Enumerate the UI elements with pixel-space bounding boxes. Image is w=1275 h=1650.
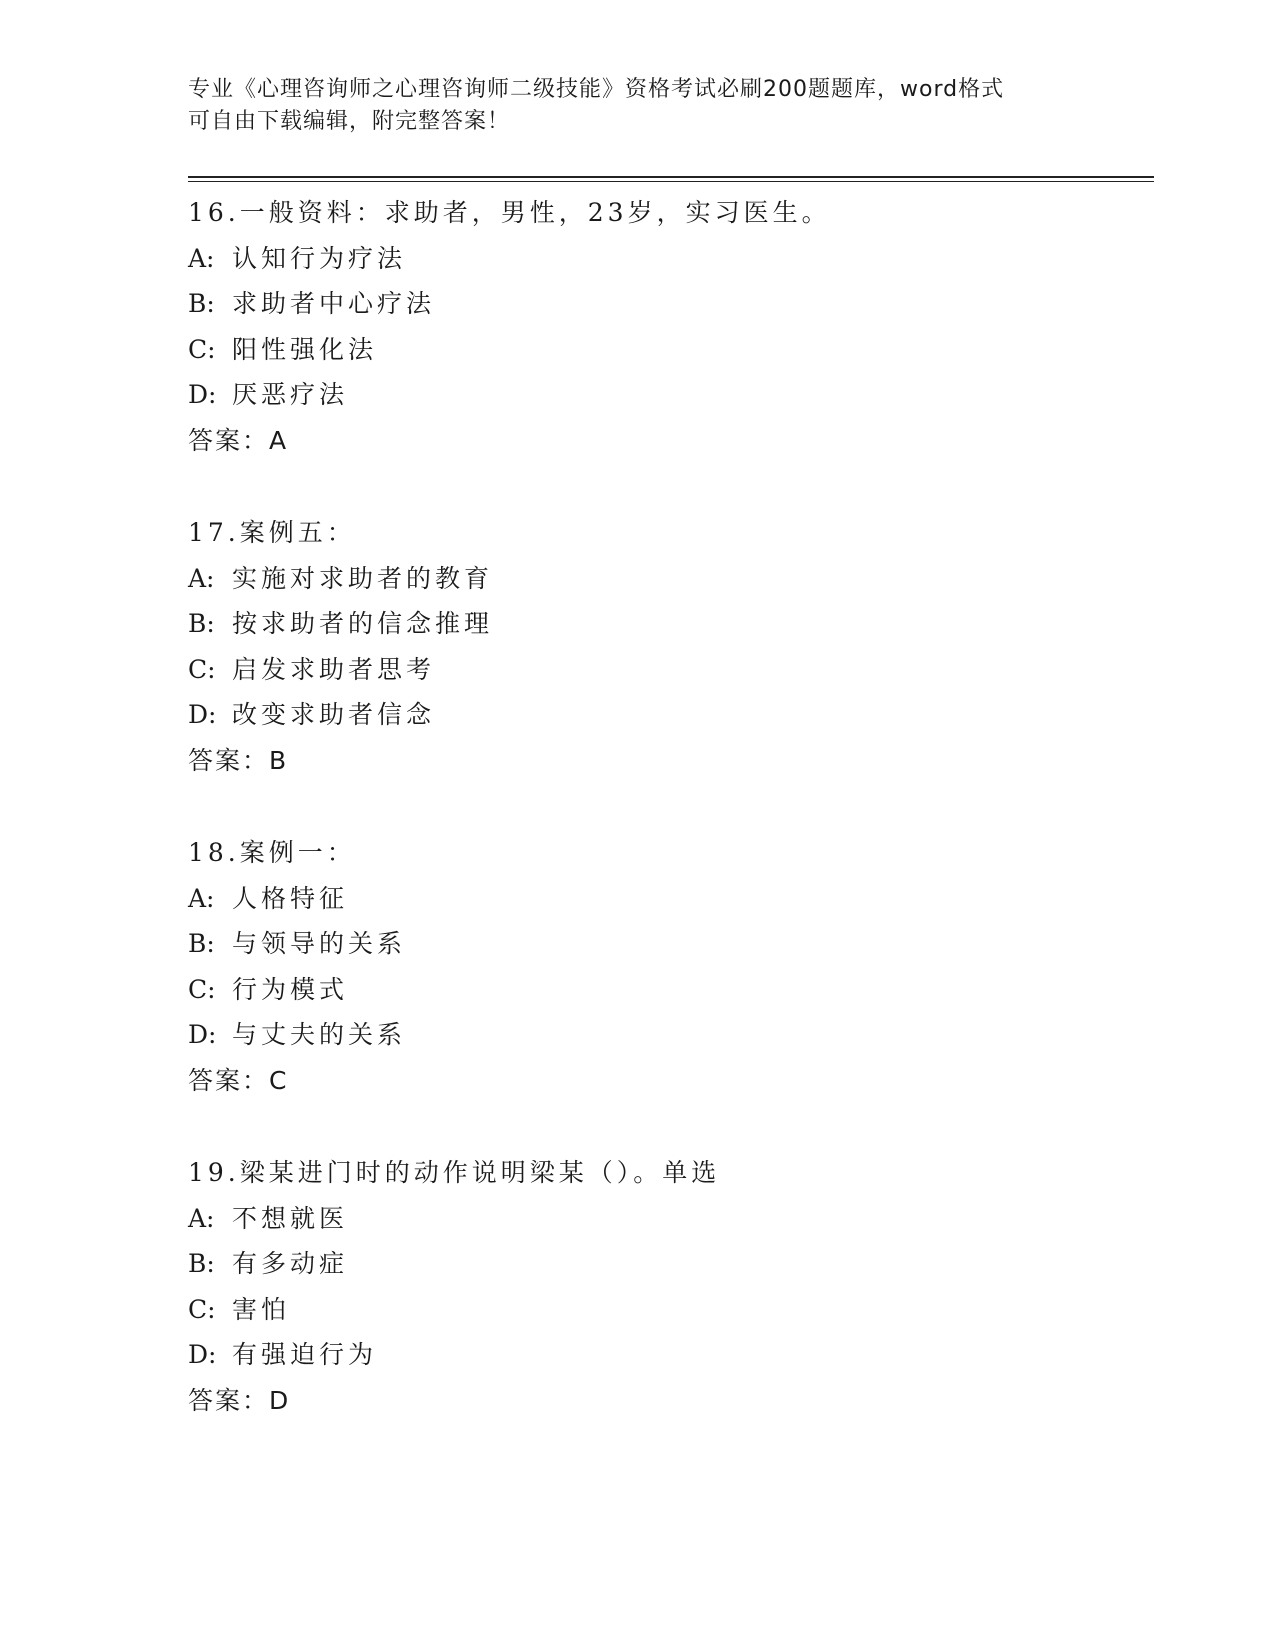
- document-header: [188, 74, 1088, 138]
- answer-line: 答案：C: [188, 1065, 289, 1095]
- option-letter: B:: [188, 289, 215, 318]
- header-divider-thin: [188, 181, 1154, 182]
- option-text: 阳性强化法: [232, 334, 378, 364]
- option-letter: D:: [188, 1340, 217, 1369]
- option-text: 实施对求助者的教育: [232, 563, 494, 593]
- option-c: [188, 1287, 1148, 1333]
- question-stem: 19.梁某进门时的动作说明梁某（）。单选: [188, 1158, 721, 1187]
- question-list: [188, 190, 1148, 1470]
- option-a: [188, 1196, 1148, 1242]
- option-text: 按求助者的信念推理: [232, 609, 494, 638]
- header-line-1: 专业《心理咨询师之心理咨询师二级技能》资格考试必刷200题题库，word格式: [188, 77, 1005, 102]
- option-text: 有强迫行为: [232, 1340, 378, 1369]
- option-d: [188, 692, 1148, 738]
- answer-line: 答案：D: [188, 1385, 291, 1415]
- option-text: 厌恶疗法: [232, 380, 349, 409]
- option-letter: B:: [188, 1249, 215, 1278]
- question-stem: 18.案例一：: [188, 838, 356, 867]
- option-letter: D:: [188, 700, 217, 729]
- option-d: [188, 1332, 1148, 1378]
- answer-line: 答案：B: [188, 745, 289, 775]
- option-letter: B:: [188, 929, 215, 958]
- question-stem: 17.案例五：: [188, 518, 356, 547]
- option-c: [188, 647, 1148, 693]
- answer-line: 答案：A: [188, 425, 289, 455]
- question-stem: 16.一般资料：求助者，男性，23岁，实习医生。: [188, 198, 831, 227]
- option-b: [188, 921, 1148, 967]
- option-text: 害怕: [232, 1294, 291, 1324]
- option-c: [188, 327, 1148, 373]
- option-letter: C:: [188, 1294, 216, 1324]
- question-16: [188, 190, 1148, 463]
- option-text: 有多动症: [232, 1249, 349, 1278]
- option-text: 不想就医: [232, 1203, 349, 1233]
- option-text: 与领导的关系: [232, 929, 407, 958]
- option-letter: A:: [188, 883, 215, 913]
- option-b: [188, 1241, 1148, 1287]
- question-18: [188, 830, 1148, 1103]
- option-a: [188, 556, 1148, 602]
- option-d: [188, 1012, 1148, 1058]
- option-letter: A:: [188, 243, 215, 273]
- option-text: 人格特征: [232, 883, 349, 913]
- option-letter: A:: [188, 563, 215, 593]
- option-text: 行为模式: [232, 974, 349, 1004]
- option-letter: C:: [188, 974, 216, 1004]
- header-line-2: 可自由下载编辑，附完整答案！: [188, 109, 511, 134]
- option-letter: B:: [188, 609, 215, 638]
- option-b: [188, 281, 1148, 327]
- option-letter: C:: [188, 334, 216, 364]
- option-text: 与丈夫的关系: [232, 1020, 407, 1049]
- question-19: [188, 1150, 1148, 1423]
- option-letter: D:: [188, 380, 217, 409]
- option-letter: A:: [188, 1203, 215, 1233]
- option-letter: D:: [188, 1020, 217, 1049]
- header-divider-thick: [188, 176, 1154, 178]
- option-a: [188, 236, 1148, 282]
- option-text: 认知行为疗法: [232, 243, 407, 273]
- question-17: [188, 510, 1148, 783]
- option-letter: C:: [188, 654, 216, 684]
- option-text: 求助者中心疗法: [232, 289, 436, 318]
- option-c: [188, 967, 1148, 1013]
- option-text: 改变求助者信念: [232, 700, 436, 729]
- option-a: [188, 876, 1148, 922]
- option-d: [188, 372, 1148, 418]
- option-b: [188, 601, 1148, 647]
- option-text: 启发求助者思考: [232, 654, 436, 684]
